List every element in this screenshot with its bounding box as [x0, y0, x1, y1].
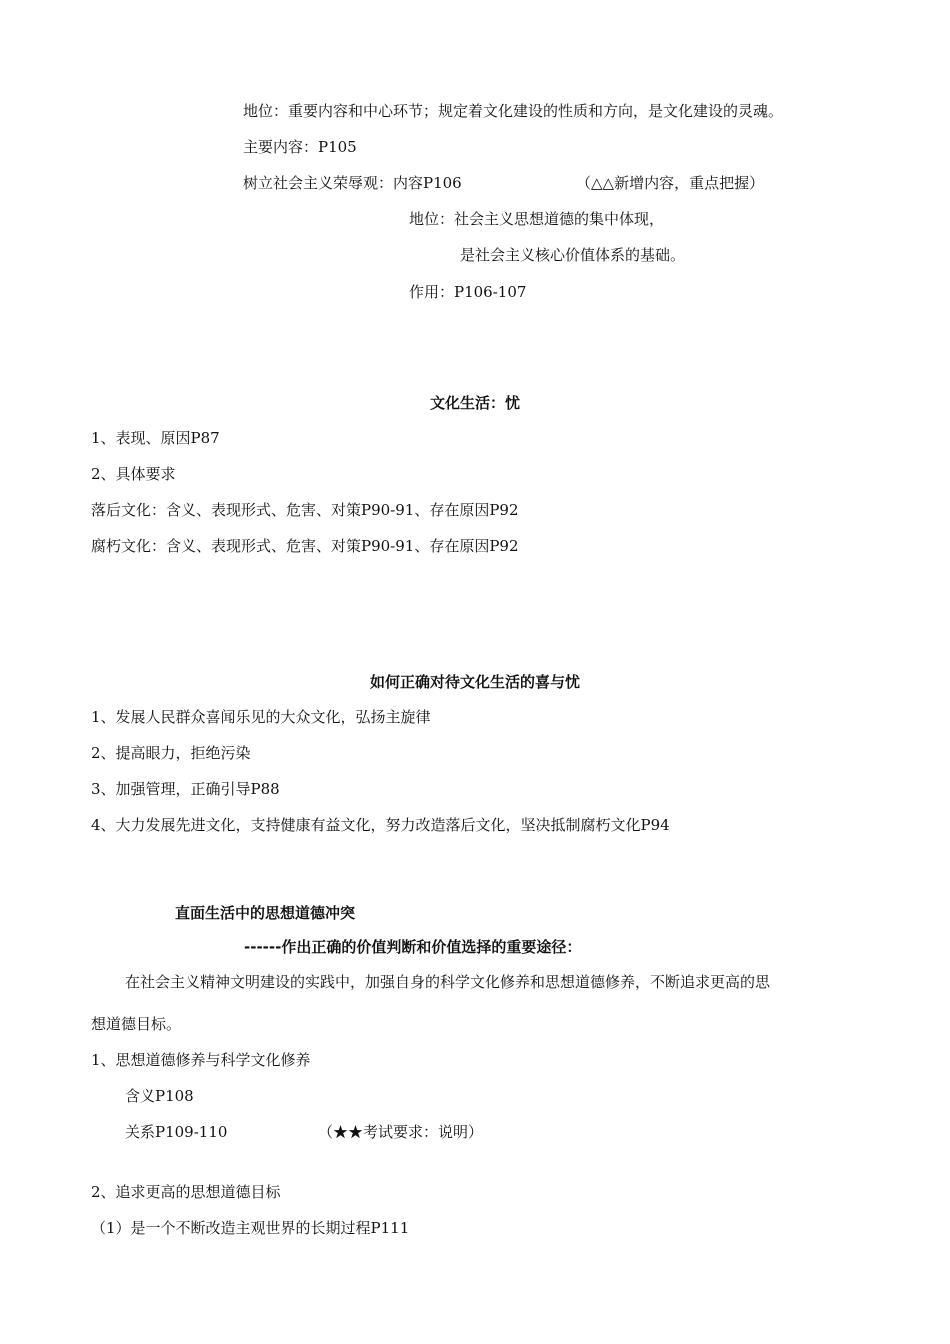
status-line-2: 是社会主义核心价值体系的基础。 — [460, 246, 686, 264]
status-line-1: 地位：社会主义思想道德的集中体现， — [409, 210, 665, 228]
function-line: 作用：P106-107 — [409, 283, 527, 301]
treat-item-3: 3、加强管理，正确引导P88 — [91, 780, 280, 798]
worry-item-1: 1、表现、原因P87 — [91, 429, 220, 447]
treat-item-4: 4、大力发展先进文化，支持健康有益文化，努力改造落后文化，坚决抵制腐朽文化P94 — [91, 816, 670, 834]
worry-section-title: 文化生活：忧 — [429, 394, 520, 412]
conflict-item-1-meaning: 含义P108 — [125, 1087, 194, 1105]
worry-item-2: 2、具体要求 — [91, 465, 176, 483]
decadent-culture-line: 腐朽文化：含义、表现形式、危害、对策P90-91、存在原因P92 — [91, 537, 519, 555]
treat-section-title: 如何正确对待文化生活的喜与忧 — [369, 673, 580, 691]
treat-item-1: 1、发展人民群众喜闻乐见的大众文化，弘扬主旋律 — [91, 708, 431, 726]
conflict-paragraph-line-2: 想道德目标。 — [91, 1015, 182, 1033]
conflict-section-title: 直面生活中的思想道德冲突 — [175, 904, 356, 922]
treat-item-2: 2、提高眼力，拒绝污染 — [91, 744, 251, 762]
conflict-section-subtitle: ------作出正确的价值判断和价值选择的重要途径： — [244, 938, 582, 956]
conflict-item-1-relation: 关系P109-110 — [125, 1123, 228, 1141]
conflict-item-2: 2、追求更高的思想道德目标 — [91, 1183, 281, 1201]
position-line: 地位：重要内容和中心环节；规定着文化建设的性质和方向，是文化建设的灵魂。 — [243, 102, 784, 120]
main-content-line: 主要内容：P105 — [243, 138, 357, 156]
conflict-paragraph-line-1: 在社会主义精神文明建设的实践中，加强自身的科学文化修养和思想道德修养，不断追求更高的思 — [125, 973, 771, 991]
honor-view-label: 树立社会主义荣辱观：内容P106 — [243, 174, 462, 192]
conflict-item-1: 1、思想道德修养与科学文化修养 — [91, 1051, 311, 1069]
conflict-item-1-note: （★★考试要求：说明） — [318, 1123, 484, 1141]
conflict-item-2-sub-1: （1）是一个不断改造主观世界的长期过程P111 — [91, 1219, 410, 1237]
backward-culture-line: 落后文化：含义、表现形式、危害、对策P90-91、存在原因P92 — [91, 501, 519, 519]
honor-view-note: （△△新增内容，重点把握） — [576, 174, 765, 192]
